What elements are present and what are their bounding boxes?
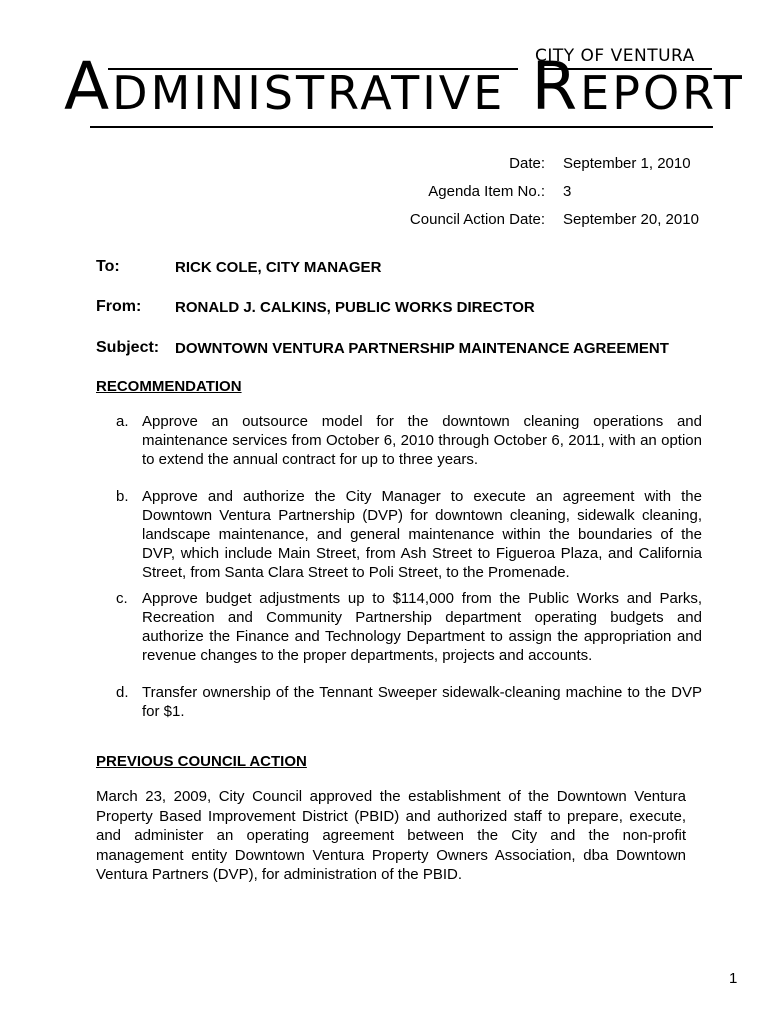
header-bottom-rule xyxy=(90,126,713,128)
council-date-value: September 20, 2010 xyxy=(563,211,699,228)
subject-label: Subject: xyxy=(96,339,160,356)
date-label: Date: xyxy=(509,155,545,172)
report-title xyxy=(64,48,745,125)
council-date-label: Council Action Date: xyxy=(409,211,545,228)
from-value: RONALD J. CALKINS, PUBLIC WORKS DIRECTOR xyxy=(175,299,535,316)
agenda-value: 3 xyxy=(563,183,572,200)
item-text: Approve an outsource model for the downtown cleaning operations and maintenance services from October 6, 2010 through October 6, 2011, with an option to extend the annual contract for up to three years. xyxy=(142,413,702,468)
item-letter: b. xyxy=(116,488,129,505)
title-initial-a: A xyxy=(64,48,113,125)
previous-action-text: March 23, 2009, City Council approved the establishment of the Downtown Ventura Property Based Improvement District (PBID) and authorized staff to prepare, execute, and administer an operating agreement between the City and the non-profit management entity Downtown Ventura Property Owners Association, dba Downtown Ventura Partners (DVP), for administration of the PBID. xyxy=(96,788,686,883)
item-text: Approve and authorize the City Manager to execute an agreement with the Downtown Ventura Partnership (DVP) for downtown cleaning, sidewalk cleaning, landscape maintenance, and general maintenance within the boundaries of the DVP, which include Main Street, from Ash Street to Figueroa Plaza, and California Street, from Santa Clara Street to Poli Street, to the Promenade. xyxy=(142,488,702,581)
item-letter: c. xyxy=(116,590,128,607)
item-letter: d. xyxy=(116,684,129,701)
subject-value: DOWNTOWN VENTURA PARTNERSHIP MAINTENANCE AGREEMENT xyxy=(175,340,669,357)
agenda-label: Agenda Item No.: xyxy=(428,183,545,200)
city-name: CITY OF VENTURA xyxy=(535,46,695,66)
item-text: Approve budget adjustments up to $114,000 from the Public Works and Parks, Recreation and Community Partnership department operating budgets and authorize the Finance and Technology Department to assign the appropriation and revenue changes to the proper departments, projects and accounts. xyxy=(142,590,702,664)
to-value: RICK COLE, CITY MANAGER xyxy=(175,259,382,276)
item-letter: a. xyxy=(116,413,129,430)
item-text: Transfer ownership of the Tennant Sweeper sidewalk-cleaning machine to the DVP for $1. xyxy=(142,684,702,720)
title-word-administrative: DMINISTRATIVE xyxy=(112,66,506,120)
recommendation-heading: RECOMMENDATION xyxy=(96,378,242,395)
date-value: September 1, 2010 xyxy=(563,155,691,172)
to-label: To: xyxy=(96,258,120,275)
title-word-report: EPORT xyxy=(580,66,745,120)
from-label: From: xyxy=(96,298,142,315)
page-number: 1 xyxy=(729,970,738,987)
previous-action-heading: PREVIOUS COUNCIL ACTION xyxy=(96,753,307,770)
title-initial-r: R xyxy=(531,48,581,125)
